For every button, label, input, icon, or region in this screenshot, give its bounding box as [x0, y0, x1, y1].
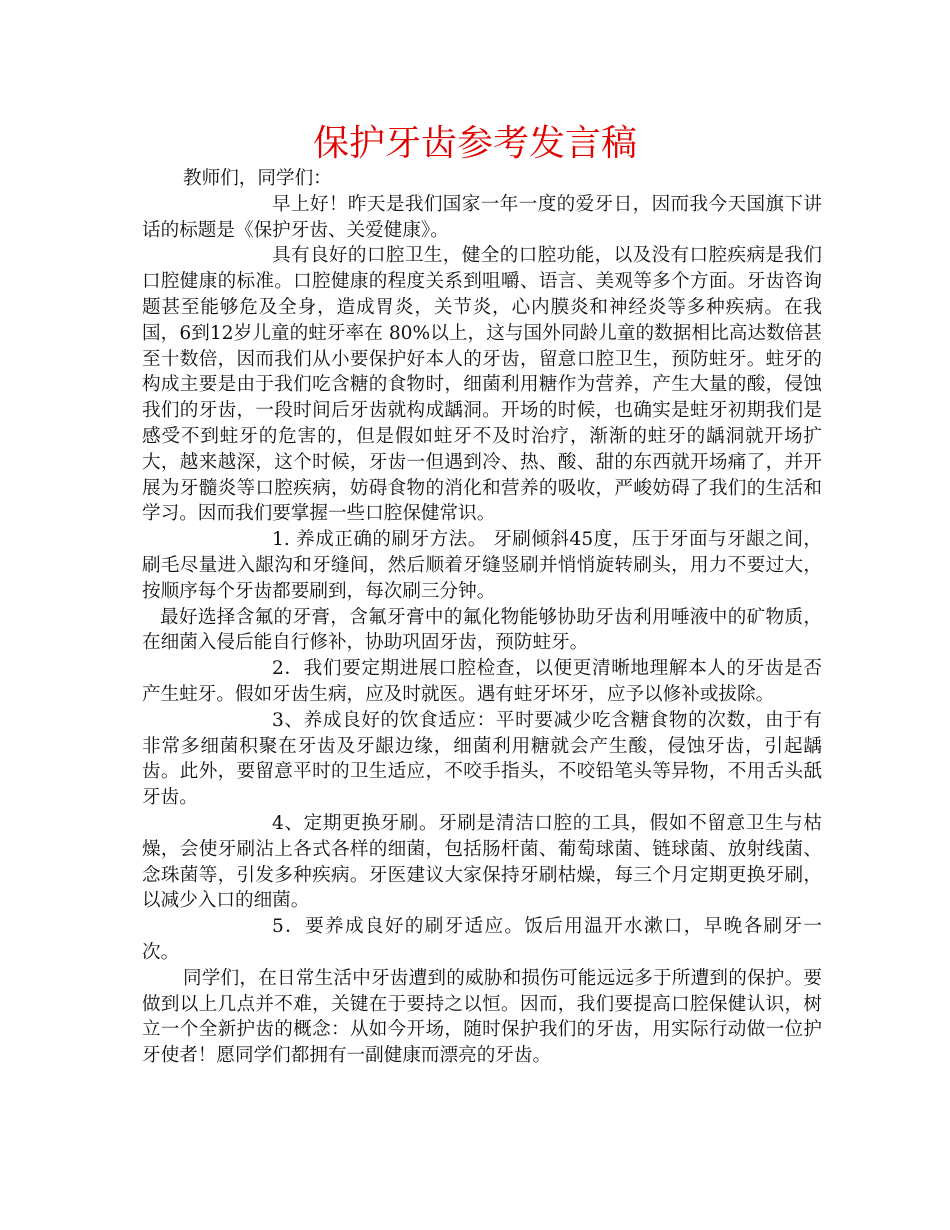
greeting-paragraph: 教师们，同学们：	[183, 168, 332, 189]
oral-health-paragraph: 具有良好的口腔卫生，健全的口腔功能，以及没有口腔疾病是我们口腔健康的标准。口腔健康的程度关系到咀嚼、语言、美观等多个方面。牙齿咨询题甚至能够危及全身，造成胃炎，关节炎，心内膜炎和神经炎等多种疾病。在我国，6到12岁儿童的蛀牙率在 80%以上，这与国外同龄儿童的数据相比高达数倍甚至十数倍，因而我们从小要保护好本人的牙齿，留意口腔卫生，预防蛀牙。蛀牙的构成主要是由于我们吃含糖的食物时，细菌利用糖作为营养，产生大量的酸，侵蚀我们的牙齿，一段时间后牙齿就构成龋洞。开场的时候，也确实是蛀牙初期我们是感受不到蛀牙的危害的，但是假如蛀牙不及时治疗，渐渐的蛀牙的龋洞就开场扩大，越来越深，这个时候，牙齿一但遇到冷、热、酸、甜的东西就开场痛了，并开展为牙髓炎等口腔疾病，妨碍食物的消化和营养的吸收，严峻妨碍了我们的生活和学习。因而我们要掌握一些口腔保健常识。	[142, 245, 822, 525]
tip-1-paragraph: 1. 养成正确的刷牙方法。 牙刷倾斜45度，压于牙面与牙龈之间，刷毛尽量进入龈沟和牙缝间，然后顺着牙缝竖刷并悄悄旋转刷头，用力不要过大，按顺序每个牙齿都要刷到，每次刷三分钟。	[142, 529, 822, 602]
document-body	[142, 166, 822, 1069]
document-title: 保护牙齿参考发言稿	[312, 123, 637, 164]
opening-paragraph: 早上好！昨天是我们国家一年一度的爱牙日，因而我今天国旗下讲话的标题是《保护牙齿、关爱健康》。	[142, 193, 822, 241]
closing-paragraph: 同学们，在日常生活中牙齿遭到的威胁和损伤可能远远多于所遭到的保护。要做到以上几点并不难，关键在于要持之以恒。因而，我们要提高口腔保健认识，树立一个全新护齿的概念：从如今开场，随时保护我们的牙齿，用实际行动做一位护牙使者！愿同学们都拥有一副健康而漂亮的牙齿。	[142, 967, 822, 1067]
tip-4-paragraph: 4、定期更换牙刷。牙刷是清洁口腔的工具，假如不留意卫生与枯燥，会使牙刷沾上各式各样的细菌，包括肠杆菌、葡萄球菌、链球菌、放射线菌、念珠菌等，引发多种疾病。牙医建议大家保持牙刷枯燥，每三个月定期更换牙刷，以减少入口的细菌。	[142, 812, 822, 912]
tip-3-paragraph: 3、养成良好的饮食适应：平时要减少吃含糖食物的次数，由于有非常多细菌积聚在牙齿及牙龈边缘，细菌利用糖就会产生酸，侵蚀牙齿，引起龋齿。此外，要留意平时的卫生适应，不咬手指头，不咬铅笔头等异物，不用舌头舐牙齿。	[142, 709, 822, 809]
tip-2-paragraph: 2．我们要定期进展口腔检查，以便更清晰地理解本人的牙齿是否产生蛀牙。假如牙齿生病，应及时就医。遇有蛀牙坏牙，应予以修补或拔除。	[142, 658, 822, 705]
fluoride-paragraph: 最好选择含氟的牙膏，含氟牙膏中的氟化物能够协助牙齿利用唾液中的矿物质，在细菌入侵后能自行修补，协助巩固牙齿，预防蛀牙。	[142, 606, 822, 654]
tip-5-paragraph: 5．要养成良好的刷牙适应。饭后用温开水漱口，早晚各刷牙一次。	[142, 916, 822, 963]
